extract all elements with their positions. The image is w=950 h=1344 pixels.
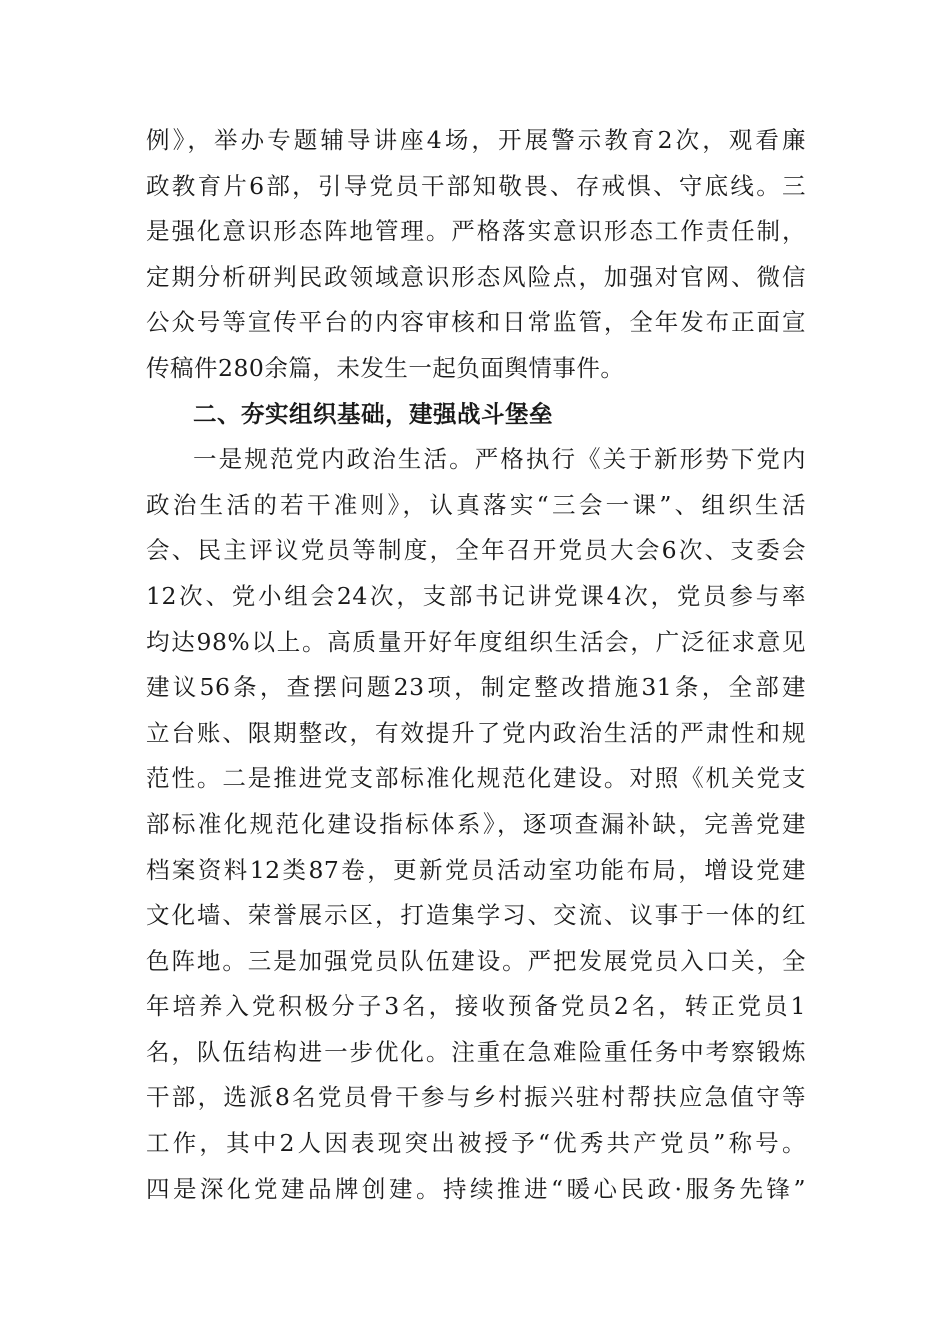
text-line: 传稿件280余篇，未发生一起负面舆情事件。 xyxy=(146,353,625,382)
paragraph-discipline-education xyxy=(146,118,806,392)
text-line: 档案资料12类87卷，更新党员活动室功能布局，增设党建 xyxy=(146,855,806,884)
text-line: 公众号等宣传平台的内容审核和日常监管，全年发布正面宣 xyxy=(146,308,806,337)
text-line: 均达98%以上。高质量开好年度组织生活会，广泛征求意见 xyxy=(146,627,806,656)
text-line: 色阵地。三是加强党员队伍建设。严把发展党员入口关，全 xyxy=(146,946,806,975)
text-line: 范性。二是推进党支部标准化规范化建设。对照《机关党支 xyxy=(146,764,806,793)
text-line: 文化墙、荣誉展示区，打造集学习、交流、议事于一体的红 xyxy=(146,901,806,930)
text-line: 建议56条，查摆问题23项，制定整改措施31条，全部建 xyxy=(146,673,806,702)
text-line: 会、民主评议党员等制度，全年召开党员大会6次、支委会 xyxy=(146,536,806,565)
text-line: 定期分析研判民政领域意识形态风险点，加强对官网、微信 xyxy=(146,262,806,291)
text-line: 年培养入党积极分子3名，接收预备党员2名，转正党员1 xyxy=(146,992,806,1021)
text-line: 一是规范党内政治生活。严格执行《关于新形势下党内 xyxy=(193,445,806,474)
section-heading: 二、夯实组织基础，建强战斗堡垒 xyxy=(193,399,553,428)
text-line: 工作，其中2人因表现突出被授予“优秀共产党员”称号。 xyxy=(146,1129,806,1158)
paragraph-organization-building xyxy=(146,437,806,1212)
text-line: 政教育片6部，引导党员干部知敬畏、存戒惧、守底线。三 xyxy=(146,171,806,200)
text-line: 政治生活的若干准则》，认真落实“三会一课”、组织生活 xyxy=(146,490,806,519)
text-line: 名，队伍结构进一步优化。注重在急难险重任务中考察锻炼 xyxy=(146,1037,806,1066)
text-line: 12次、党小组会24次，支部书记讲党课4次，党员参与率 xyxy=(146,581,806,610)
text-line: 部标准化规范化建设指标体系》，逐项查漏补缺，完善党建 xyxy=(146,809,806,838)
text-line: 干部，选派8名党员骨干参与乡村振兴驻村帮扶应急值守等 xyxy=(146,1083,806,1112)
text-line: 立台账、限期整改，有效提升了党内政治生活的严肃性和规 xyxy=(146,718,806,747)
document-body xyxy=(146,118,806,1212)
text-line: 例》，举办专题辅导讲座4场，开展警示教育2次，观看廉 xyxy=(146,126,806,154)
text-line: 四是深化党建品牌创建。持续推进“暖心民政·服务先锋” xyxy=(146,1174,806,1203)
text-line: 是强化意识形态阵地管理。严格落实意识形态工作责任制， xyxy=(146,217,806,246)
